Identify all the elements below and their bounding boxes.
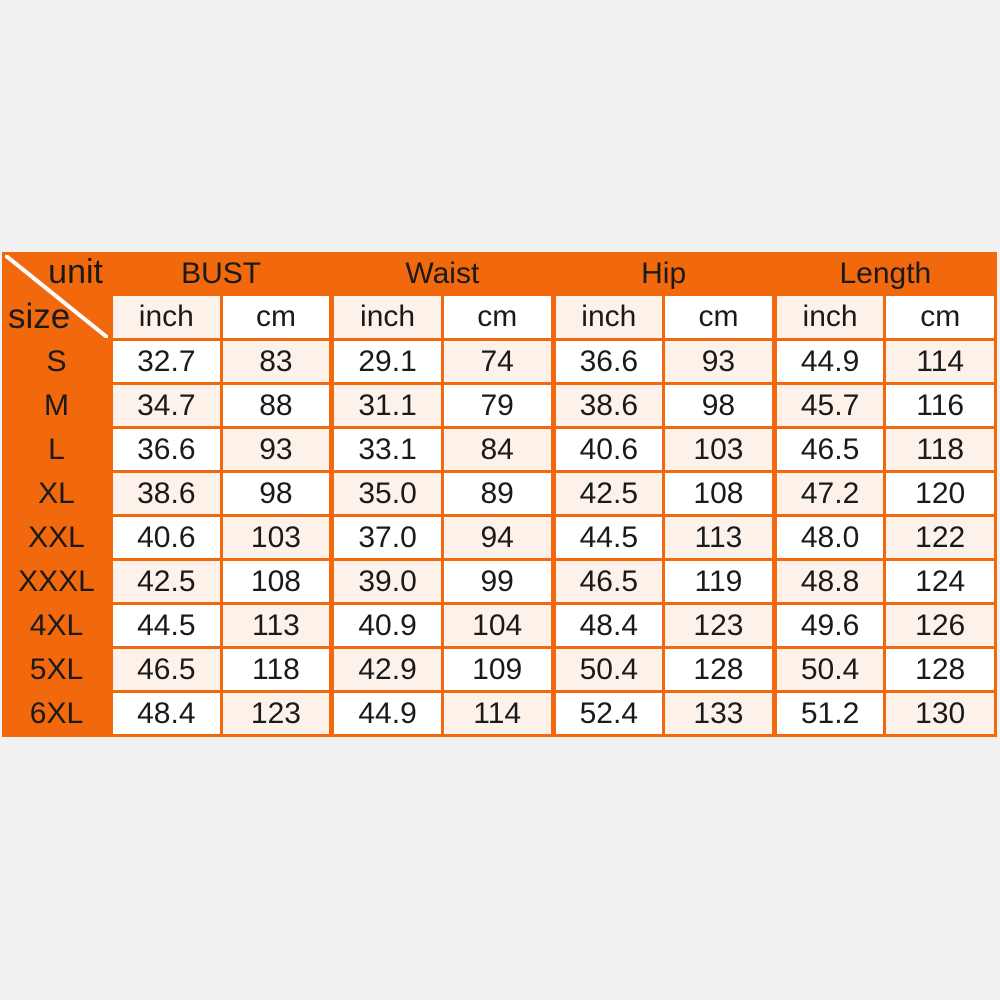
section-header-bust: BUST — [111, 254, 332, 295]
value-cell: 89 — [442, 472, 553, 516]
value-cell: 130 — [885, 692, 996, 736]
unit-header-length-inch: inch — [774, 295, 885, 340]
value-cell: 93 — [664, 340, 775, 384]
value-cell: 113 — [664, 516, 775, 560]
corner-cell — [4, 254, 111, 340]
value-cell: 119 — [664, 560, 775, 604]
value-cell: 74 — [442, 340, 553, 384]
table-row — [4, 516, 996, 560]
corner-size-label: size — [8, 297, 71, 336]
value-cell: 50.4 — [774, 648, 885, 692]
value-cell: 83 — [221, 340, 332, 384]
value-cell: 42.5 — [553, 472, 664, 516]
section-header-row — [4, 254, 996, 295]
value-cell: 49.6 — [774, 604, 885, 648]
value-cell: 31.1 — [332, 384, 443, 428]
value-cell: 42.5 — [111, 560, 222, 604]
value-cell: 29.1 — [332, 340, 443, 384]
unit-header-length-cm: cm — [885, 295, 996, 340]
table-row — [4, 384, 996, 428]
row-size-label: XXXL — [4, 560, 111, 604]
value-cell: 94 — [442, 516, 553, 560]
value-cell: 113 — [221, 604, 332, 648]
value-cell: 44.5 — [111, 604, 222, 648]
value-cell: 36.6 — [111, 428, 222, 472]
row-size-label: 4XL — [4, 604, 111, 648]
table-row — [4, 472, 996, 516]
value-cell: 123 — [221, 692, 332, 736]
value-cell: 45.7 — [774, 384, 885, 428]
size-chart-table — [2, 252, 997, 737]
table-row — [4, 560, 996, 604]
unit-header-hip-cm: cm — [664, 295, 775, 340]
value-cell: 44.9 — [332, 692, 443, 736]
value-cell: 114 — [885, 340, 996, 384]
value-cell: 42.9 — [332, 648, 443, 692]
value-cell: 34.7 — [111, 384, 222, 428]
value-cell: 133 — [664, 692, 775, 736]
row-size-label: XXL — [4, 516, 111, 560]
section-header-hip: Hip — [553, 254, 774, 295]
value-cell: 38.6 — [553, 384, 664, 428]
unit-header-waist-cm: cm — [442, 295, 553, 340]
value-cell: 48.8 — [774, 560, 885, 604]
table-row — [4, 648, 996, 692]
value-cell: 98 — [664, 384, 775, 428]
unit-header-bust-inch: inch — [111, 295, 222, 340]
value-cell: 33.1 — [332, 428, 443, 472]
unit-header-hip-inch: inch — [553, 295, 664, 340]
value-cell: 104 — [442, 604, 553, 648]
value-cell: 128 — [664, 648, 775, 692]
value-cell: 84 — [442, 428, 553, 472]
value-cell: 128 — [885, 648, 996, 692]
value-cell: 36.6 — [553, 340, 664, 384]
table-row — [4, 692, 996, 736]
value-cell: 88 — [221, 384, 332, 428]
unit-header-waist-inch: inch — [332, 295, 443, 340]
value-cell: 52.4 — [553, 692, 664, 736]
value-cell: 37.0 — [332, 516, 443, 560]
value-cell: 44.9 — [774, 340, 885, 384]
value-cell: 124 — [885, 560, 996, 604]
value-cell: 38.6 — [111, 472, 222, 516]
value-cell: 103 — [221, 516, 332, 560]
value-cell: 93 — [221, 428, 332, 472]
corner-unit-label: unit — [48, 253, 103, 291]
value-cell: 79 — [442, 384, 553, 428]
value-cell: 44.5 — [553, 516, 664, 560]
value-cell: 118 — [221, 648, 332, 692]
unit-header-row — [4, 295, 996, 340]
row-size-label: M — [4, 384, 111, 428]
value-cell: 32.7 — [111, 340, 222, 384]
value-cell: 46.5 — [111, 648, 222, 692]
value-cell: 99 — [442, 560, 553, 604]
value-cell: 48.4 — [553, 604, 664, 648]
table-row — [4, 340, 996, 384]
row-size-label: 6XL — [4, 692, 111, 736]
value-cell: 122 — [885, 516, 996, 560]
value-cell: 108 — [221, 560, 332, 604]
value-cell: 46.5 — [774, 428, 885, 472]
value-cell: 123 — [664, 604, 775, 648]
row-size-label: L — [4, 428, 111, 472]
table-row — [4, 604, 996, 648]
value-cell: 47.2 — [774, 472, 885, 516]
table-row — [4, 428, 996, 472]
row-size-label: XL — [4, 472, 111, 516]
value-cell: 116 — [885, 384, 996, 428]
value-cell: 48.0 — [774, 516, 885, 560]
value-cell: 98 — [221, 472, 332, 516]
value-cell: 108 — [664, 472, 775, 516]
value-cell: 109 — [442, 648, 553, 692]
value-cell: 40.6 — [553, 428, 664, 472]
value-cell: 114 — [442, 692, 553, 736]
value-cell: 48.4 — [111, 692, 222, 736]
value-cell: 51.2 — [774, 692, 885, 736]
unit-header-bust-cm: cm — [221, 295, 332, 340]
row-size-label: S — [4, 340, 111, 384]
value-cell: 39.0 — [332, 560, 443, 604]
value-cell: 120 — [885, 472, 996, 516]
section-header-length: Length — [774, 254, 995, 295]
value-cell: 46.5 — [553, 560, 664, 604]
value-cell: 118 — [885, 428, 996, 472]
value-cell: 40.9 — [332, 604, 443, 648]
value-cell: 103 — [664, 428, 775, 472]
value-cell: 35.0 — [332, 472, 443, 516]
row-size-label: 5XL — [4, 648, 111, 692]
value-cell: 50.4 — [553, 648, 664, 692]
section-header-waist: Waist — [332, 254, 553, 295]
value-cell: 40.6 — [111, 516, 222, 560]
value-cell: 126 — [885, 604, 996, 648]
